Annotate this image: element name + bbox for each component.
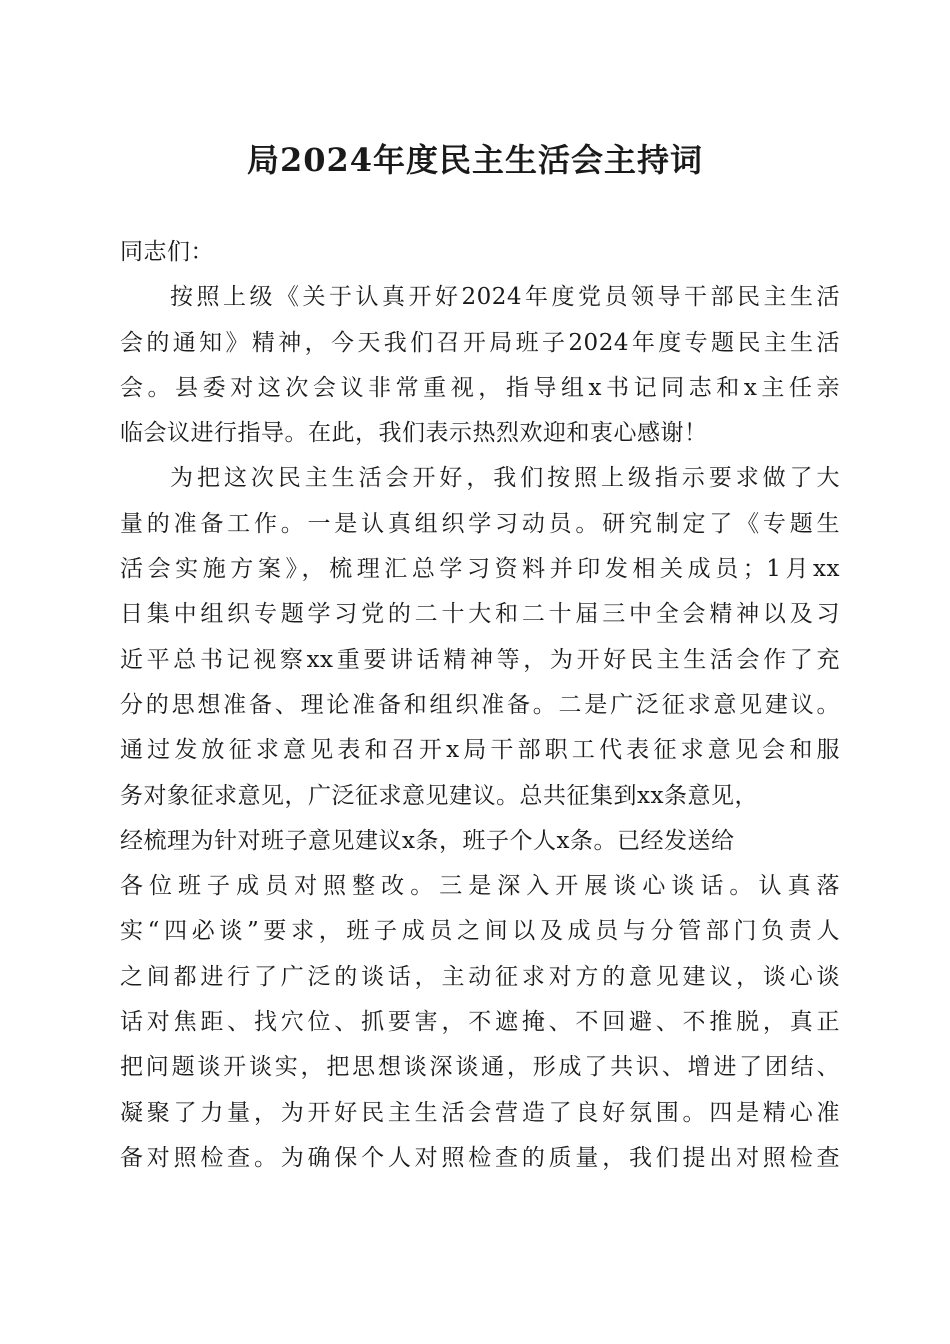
paragraph-line: 务对象征求意见，广泛征求意见建议。总共征集到xx条意见， (120, 782, 758, 809)
paragraph-line: 近平总书记视察xx重要讲话精神等，为开好民主生活会作了充 (120, 646, 840, 673)
paragraph-line: 各位班子成员对照整改。三是深入开展谈心谈话。认真落 (120, 873, 840, 900)
document-body (120, 230, 840, 1181)
paragraph-line: 把问题谈开谈实，把思想谈深谈通，形成了共识、增进了团结、 (120, 1054, 840, 1081)
paragraph-line: 为把这次民主生活会开好，我们按照上级指示要求做了大 (170, 465, 840, 492)
paragraph-line: 之间都进行了广泛的谈话，主动征求对方的意见建议，谈心谈 (120, 963, 840, 990)
paragraph-line: 日集中组织专题学习党的二十大和二十届三中全会精神以及习 (120, 601, 840, 628)
paragraph-line: 会。县委对这次会议非常重视，指导组x书记同志和x主任亲 (120, 374, 840, 401)
document-title: 局2024年度民主生活会主持词 (246, 141, 704, 179)
paragraph-line: 活会实施方案》，梳理汇总学习资料并印发相关成员；1月xx (120, 556, 840, 583)
paragraph-line: 按照上级《关于认真开好2024年度党员领导干部民主生活 (170, 284, 840, 311)
paragraph-line: 通过发放征求意见表和召开x局干部职工代表征求意见会和服 (120, 737, 840, 764)
paragraph-line: 量的准备工作。一是认真组织学习动员。研究制定了《专题生 (120, 510, 840, 537)
paragraph-line: 备对照检查。为确保个人对照检查的质量，我们提出对照检查 (120, 1144, 840, 1171)
salutation-line: 同志们： (120, 239, 214, 265)
paragraph-line: 话对焦距、找穴位、抓要害，不遮掩、不回避、不推脱，真正 (120, 1009, 840, 1036)
paragraph-line: 会的通知》精神，今天我们召开局班子2024年度专题民主生活 (120, 329, 840, 356)
paragraph-line: 经梳理为针对班子意见建议x条，班子个人x条。已经发送给 (120, 827, 735, 854)
paragraph-line: 分的思想准备、理论准备和组织准备。二是广泛征求意见建议。 (120, 691, 840, 718)
paragraph-line: 临会议进行指导。在此，我们表示热烈欢迎和衷心感谢！ (120, 420, 708, 447)
paragraph-line: 实“四必谈”要求，班子成员之间以及成员与分管部门负责人 (120, 918, 840, 945)
paragraph-line: 凝聚了力量，为开好民主生活会营造了良好氛围。四是精心准 (120, 1099, 840, 1126)
